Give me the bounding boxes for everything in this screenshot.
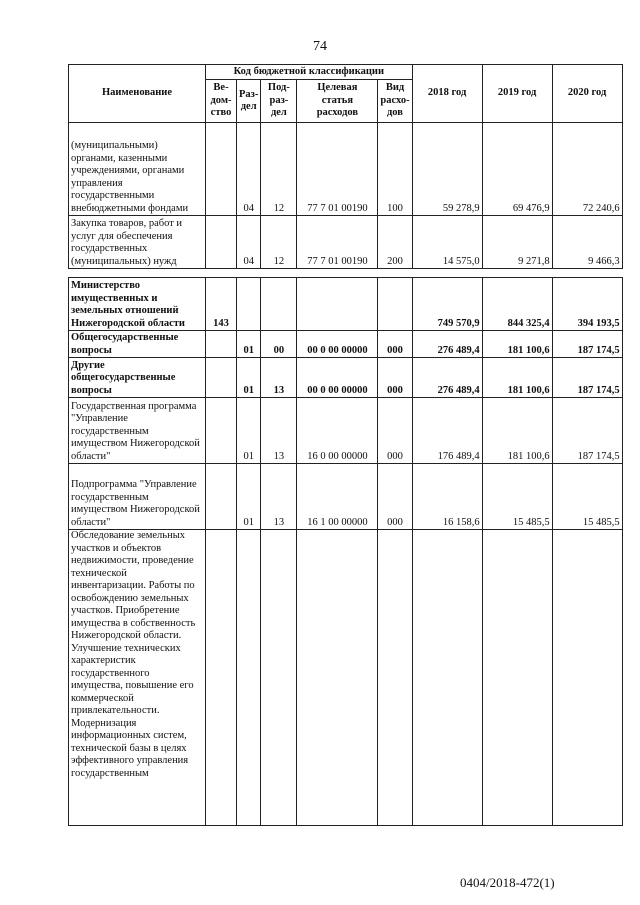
row-podrazdel: [261, 530, 297, 826]
row-2019: 9 271,8: [482, 216, 552, 269]
table-row: [69, 278, 623, 331]
row-2018: 16 158,6: [412, 464, 482, 530]
header-2019: 2019 год: [482, 65, 552, 123]
header-razdel: Раз- дел: [237, 80, 261, 123]
row-podrazdel: 12: [261, 216, 297, 269]
row-2020: 187 174,5: [552, 398, 622, 464]
row-target: 16 0 00 00000: [297, 398, 378, 464]
row-2018: 14 575,0: [412, 216, 482, 269]
row-vid: 200: [378, 216, 412, 269]
table-row: [69, 123, 623, 216]
row-2019: 69 476,9: [482, 123, 552, 216]
row-target: 16 1 00 00000: [297, 464, 378, 530]
row-ved: [206, 331, 237, 358]
table-row: [69, 398, 623, 464]
table-row: [69, 530, 623, 826]
row-podrazdel: 13: [261, 358, 297, 398]
row-vid: 000: [378, 358, 412, 398]
row-razdel: 04: [237, 216, 261, 269]
row-razdel: 01: [237, 331, 261, 358]
row-2020: 394 193,5: [552, 278, 622, 331]
row-2019: 181 100,6: [482, 358, 552, 398]
row-target: [297, 278, 378, 331]
row-2019: [482, 530, 552, 826]
table-row: [69, 464, 623, 530]
row-2019: 181 100,6: [482, 331, 552, 358]
row-2020: 15 485,5: [552, 464, 622, 530]
row-vid: 000: [378, 464, 412, 530]
row-name: Государственная программа "Управление государственным имуществом Нижегородской области": [69, 398, 206, 464]
row-name: Закупка товаров, работ и услуг для обеспечения государственных (муниципальных) нужд: [69, 216, 206, 269]
row-razdel: 04: [237, 123, 261, 216]
row-target: 77 7 01 00190: [297, 123, 378, 216]
row-2018: 276 489,4: [412, 358, 482, 398]
header-2020: 2020 год: [552, 65, 622, 123]
row-ved: 143: [206, 278, 237, 331]
row-ved: [206, 398, 237, 464]
row-separator: [69, 269, 623, 278]
row-2018: 276 489,4: [412, 331, 482, 358]
row-name: Другие общегосударственные вопросы: [69, 358, 206, 398]
row-2020: 187 174,5: [552, 331, 622, 358]
row-2018: 176 489,4: [412, 398, 482, 464]
row-ved: [206, 464, 237, 530]
document-code: 0404/2018-472(1): [460, 875, 555, 890]
table-row: [69, 216, 623, 269]
table-row: [69, 358, 623, 398]
row-vid: [378, 278, 412, 331]
row-2019: 15 485,5: [482, 464, 552, 530]
row-podrazdel: 12: [261, 123, 297, 216]
row-name: Подпрограмма "Управление государственным имуществом Нижегородской области": [69, 464, 206, 530]
row-2018: 59 278,9: [412, 123, 482, 216]
row-2020: 9 466,3: [552, 216, 622, 269]
row-name: Общегосударственные вопросы: [69, 331, 206, 358]
header-2018: 2018 год: [412, 65, 482, 123]
row-2018: [412, 530, 482, 826]
header-target: Целевая статья расходов: [297, 80, 378, 123]
row-2020: [552, 530, 622, 826]
row-razdel: [237, 530, 261, 826]
row-razdel: 01: [237, 464, 261, 530]
row-2018: 749 570,9: [412, 278, 482, 331]
header-group: Код бюджетной классификации: [206, 65, 413, 80]
header-ved: Ве- дом- ство: [206, 80, 237, 123]
row-name: Министерство имущественных и земельных отношений Нижегородской области: [69, 278, 206, 331]
row-2019: 844 325,4: [482, 278, 552, 331]
row-podrazdel: 13: [261, 464, 297, 530]
row-name: (муниципальными) органами, казенными учреждениями, органами управления государственными внебюджетными фондами: [69, 123, 206, 216]
row-vid: [378, 530, 412, 826]
row-target: 00 0 00 00000: [297, 358, 378, 398]
row-razdel: 01: [237, 358, 261, 398]
row-podrazdel: 13: [261, 398, 297, 464]
row-2019: 181 100,6: [482, 398, 552, 464]
row-target: [297, 530, 378, 826]
row-target: 77 7 01 00190: [297, 216, 378, 269]
table-row: [69, 331, 623, 358]
row-ved: [206, 530, 237, 826]
row-vid: 000: [378, 398, 412, 464]
row-podrazdel: 00: [261, 331, 297, 358]
row-2020: 187 174,5: [552, 358, 622, 398]
header-podrazdel: Под- раз- дел: [261, 80, 297, 123]
row-ved: [206, 216, 237, 269]
row-ved: [206, 358, 237, 398]
row-razdel: 01: [237, 398, 261, 464]
row-podrazdel: [261, 278, 297, 331]
row-target: 00 0 00 00000: [297, 331, 378, 358]
row-ved: [206, 123, 237, 216]
header-name: Наименование: [69, 65, 206, 123]
row-2020: 72 240,6: [552, 123, 622, 216]
row-vid: 100: [378, 123, 412, 216]
header-vid: Вид расхо- дов: [378, 80, 412, 123]
page-number: 74: [313, 39, 327, 54]
budget-table: [68, 64, 623, 826]
row-name: Обследование земельных участков и объектов недвижимости, проведение технической инвентаризации. Работы по освобождению земельных участков. Приобретение имущества в собственность Нижегородской области. Улучшение технических характеристик государственного имущества, повышение его коммерческой привлекательности. Модернизация информационных систем, технической базы в целях эффективного управления государственным: [69, 530, 206, 826]
row-vid: 000: [378, 331, 412, 358]
row-razdel: [237, 278, 261, 331]
